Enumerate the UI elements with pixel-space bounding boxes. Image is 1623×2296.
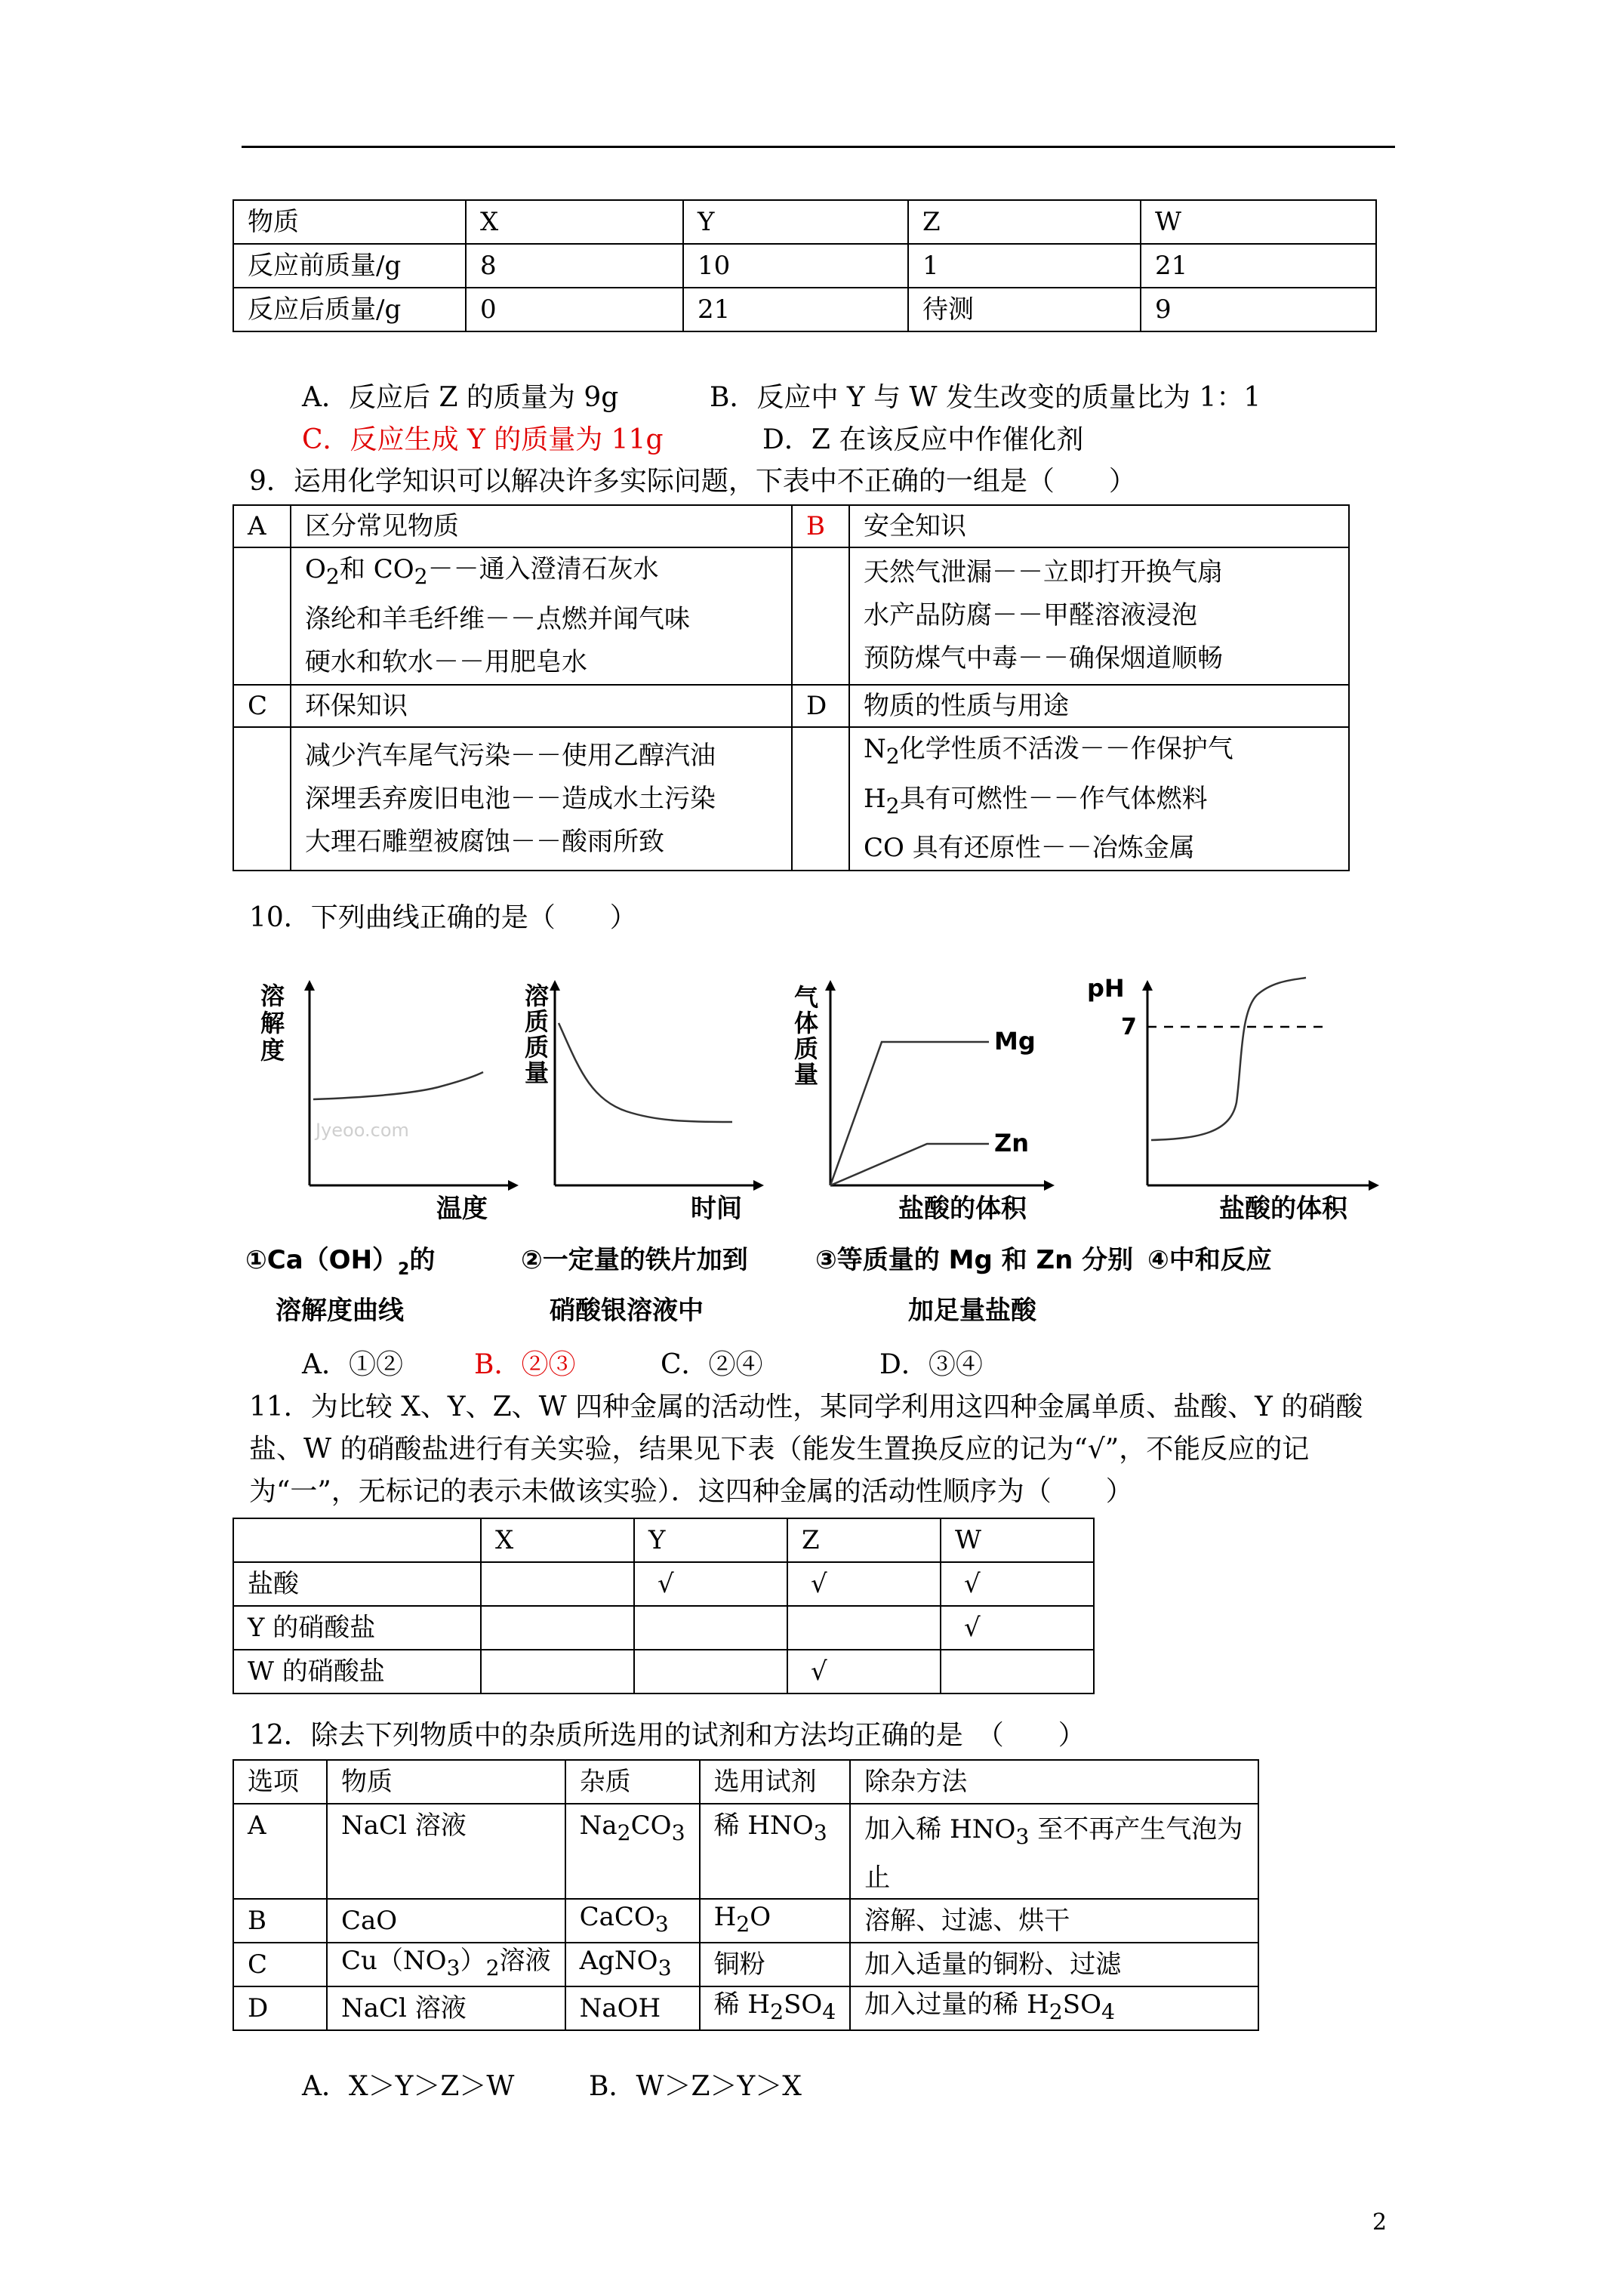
table-row (233, 1804, 1258, 1899)
table-row (233, 1899, 1258, 1943)
table-cell: √ (787, 1650, 941, 1693)
curve (313, 1072, 483, 1099)
text: 水产品防腐－－甲醛溶液浸泡 (864, 600, 1197, 631)
table-row (233, 1518, 1094, 1562)
table-cell (634, 1606, 787, 1650)
table-cell: $Na_2CO_3$ (565, 1804, 700, 1899)
table-cell (481, 1650, 634, 1693)
q11-option-b: B．W＞Z＞Y＞X (589, 2071, 802, 2102)
table-row (233, 1562, 1094, 1606)
table-row (233, 1606, 1094, 1650)
table-cell: 铜粉 (700, 1943, 851, 1986)
table-cell (849, 547, 1349, 685)
y-label-4: 量 (525, 1059, 550, 1087)
table-cell: 反应前质量/g (233, 244, 466, 288)
subscript: 2 (325, 563, 340, 589)
table-row (233, 244, 1376, 288)
table-cell: √ (634, 1562, 787, 1606)
question-10-figure (234, 951, 1381, 1284)
table-cell: NaCl 溶液 (327, 1986, 565, 2030)
table-cell: 9 (1141, 288, 1376, 331)
q10-option-d: D．③④ (879, 1349, 983, 1380)
table-cell: D (792, 685, 849, 727)
question-11-stem-3: 为“一”，无标记的表示未做该实验）．这四种金属的活动性顺序为（ ） (249, 1476, 1133, 1507)
curve (1151, 978, 1306, 1140)
table-cell: W (1141, 200, 1376, 244)
table-cell: 加入适量的铜粉、过滤 (850, 1943, 1258, 1986)
table-cell (233, 727, 291, 871)
text: 具有可燃性－－作气体燃料 (899, 783, 1208, 814)
text: 预防煤气中毒－－确保烟道顺畅 (864, 643, 1223, 674)
table-cell: √ (787, 1562, 941, 1606)
table-cell: √ (941, 1562, 1094, 1606)
table-cell: 物质 (233, 200, 466, 244)
table-cell: 选项 (233, 1760, 327, 1804)
table-cell (481, 1562, 634, 1606)
y-label-2: 体 (794, 1009, 819, 1037)
table-cell: A (233, 505, 291, 547)
y-label-1: 溶 (260, 982, 285, 1010)
watermark: Jyeoo.com (316, 1120, 409, 1141)
table-cell: W 的硝酸盐 (233, 1650, 481, 1693)
table-cell: 安全知识 (849, 505, 1349, 547)
text: －－通入澄清石灰水 (427, 554, 659, 584)
question-11-table (233, 1518, 1095, 1694)
table-cell: AgNO$_3$ (565, 1943, 700, 1986)
table-row (233, 505, 1349, 547)
y-label-2: 质 (525, 1007, 550, 1036)
caption-c4-line-1: ④中和反应 (1147, 1245, 1272, 1275)
table-row (233, 200, 1376, 244)
question-12-table (233, 1759, 1259, 2031)
table-cell: Y (683, 200, 908, 244)
table-cell: W (941, 1518, 1094, 1562)
mass-table (233, 199, 1377, 332)
question-10-stem: 10．下列曲线正确的是（ ） (249, 902, 637, 933)
y-label-1: 气 (794, 983, 819, 1012)
caption-c2-line-2: 硝酸银溶液中 (550, 1296, 704, 1326)
subscript: 2 (414, 563, 428, 589)
chart-solubility (245, 982, 513, 1279)
page-number: 2 (1372, 2209, 1387, 2236)
table-row (233, 685, 1349, 727)
subscript: 2 (885, 793, 900, 818)
table-cell (849, 727, 1349, 871)
y-label-3: 度 (260, 1036, 285, 1065)
text: O (305, 554, 326, 584)
table-cell (792, 547, 849, 685)
table-cell (291, 727, 792, 871)
chart-solute-mass (525, 982, 759, 1224)
table-cell: √ (941, 1606, 1094, 1650)
y-label-2: 解 (260, 1009, 285, 1037)
table-cell: 区分常见物质 (291, 505, 792, 547)
y-label-3: 质 (525, 1033, 550, 1062)
table-cell: 反应后质量/g (233, 288, 466, 331)
table-cell: Y (634, 1518, 787, 1562)
table-cell: 加入过量的稀 $H_2SO_4$ (850, 1986, 1258, 2030)
table-cell (233, 547, 291, 685)
option-c: C．反应生成 Y 的质量为 11g (302, 424, 664, 455)
table-cell: 加入稀 $HNO_3$ 至不再产生气泡为 止 (850, 1804, 1258, 1899)
table-cell: 选用试剂 (700, 1760, 851, 1804)
question-11-stem-1: 11．为比较 X、Y、Z、W 四种金属的活动性，某同学利用这四种金属单质、盐酸、Y 的硝酸 (249, 1391, 1363, 1422)
question-9-table (233, 504, 1350, 871)
caption-line-1: $①Ca(OH)_2$的 (245, 1245, 436, 1279)
option-d: D．Z 在该反应中作催化剂 (762, 424, 1084, 455)
header-rule (242, 146, 1395, 148)
caption-c3-line-2: 加足量盐酸 (908, 1296, 1036, 1326)
table-cell: C (233, 1943, 327, 1986)
table-cell: 1 (908, 244, 1141, 288)
table-cell (291, 547, 792, 685)
table-cell (941, 1650, 1094, 1693)
chart-ph (1087, 974, 1374, 1224)
table-cell: CaO (327, 1899, 565, 1943)
table-row (233, 1943, 1258, 1986)
question-12-stem: 12．除去下列物质中的杂质所选用的试剂和方法均正确的是 （ ） (249, 1720, 1086, 1751)
table-row (233, 547, 1349, 685)
table-cell (233, 1518, 481, 1562)
y-label-4: 量 (794, 1060, 819, 1089)
table-cell: NaCl 溶液 (327, 1804, 565, 1899)
q10-option-c: C．②④ (661, 1349, 763, 1380)
series-zn-label: Zn (994, 1129, 1029, 1157)
table-cell: $Cu(NO_3)_2$溶液 (327, 1943, 565, 1986)
table-cell: 环保知识 (291, 685, 792, 727)
table-cell: 盐酸 (233, 1562, 481, 1606)
table-row (233, 1986, 1258, 2030)
table-cell: 待测 (908, 288, 1141, 331)
table-cell: Z (787, 1518, 941, 1562)
table-cell: A (233, 1804, 327, 1899)
table-cell: 溶解、过滤、烘干 (850, 1899, 1258, 1943)
table-cell: NaOH (565, 1986, 700, 2030)
table-cell: B (792, 505, 849, 547)
table-cell: 8 (466, 244, 683, 288)
text: 深埋丢弃废旧电池－－造成水土污染 (305, 783, 716, 814)
table-row (233, 288, 1376, 331)
text: 涤纶和羊毛纤维－－点燃并闻气味 (305, 603, 690, 634)
table-cell: 稀 $HNO_3$ (700, 1804, 851, 1899)
table-cell: 21 (683, 288, 908, 331)
text: 化学性质不活泼－－作保护气 (899, 733, 1233, 764)
table-cell (634, 1650, 787, 1693)
text: 天然气泄漏－－立即打开换气扇 (864, 557, 1223, 588)
table-cell: 21 (1141, 244, 1376, 288)
y-label-1: 溶 (525, 982, 550, 1010)
tick-label-7: 7 (1121, 1014, 1137, 1040)
table-cell: 10 (683, 244, 908, 288)
table-row (233, 727, 1349, 871)
x-label: 时间 (691, 1194, 742, 1224)
curve (559, 1023, 732, 1122)
table-cell: 杂质 (565, 1760, 700, 1804)
y-label-3: 质 (794, 1034, 819, 1063)
series-mg-line (830, 1042, 989, 1185)
table-cell: 除杂方法 (850, 1760, 1258, 1804)
table-cell: 稀 $H_2SO_4$ (700, 1986, 851, 2030)
text: CO 具有还原性－－冶炼金属 (864, 833, 1195, 864)
table-cell: B (233, 1899, 327, 1943)
x-label: 温度 (436, 1194, 488, 1224)
table-cell (481, 1606, 634, 1650)
subscript: 2 (885, 743, 900, 769)
table-cell: X (481, 1518, 634, 1562)
option-b: B．反应中 Y 与 W 发生改变的质量比为 1：1 (710, 382, 1261, 413)
table-cell: CaCO$_3$ (565, 1899, 700, 1943)
x-label: 盐酸的体积 (1219, 1194, 1347, 1224)
text: H (864, 783, 886, 814)
text: 大理石雕塑被腐蚀－－酸雨所致 (305, 826, 664, 857)
caption-c3-line-1: ③等质量的 Mg 和 Zn 分别 (815, 1245, 1134, 1275)
q11-option-a: A．X＞Y＞Z＞W (302, 2071, 515, 2102)
text: 硬水和软水－－用肥皂水 (305, 646, 587, 677)
text: N (864, 733, 886, 764)
table-cell: 物质的性质与用途 (849, 685, 1349, 727)
text: 减少汽车尾气污染－－使用乙醇汽油 (305, 740, 716, 771)
table-cell: C (233, 685, 291, 727)
caption-c2-line-1: ②一定量的铁片加到 (521, 1245, 748, 1275)
y-label: pH (1087, 974, 1125, 1003)
series-mg-label: Mg (994, 1027, 1036, 1056)
caption-c1-line-2: 溶解度曲线 (276, 1296, 404, 1326)
table-row (233, 1650, 1094, 1693)
series-zn-line (830, 1144, 989, 1185)
text: 和 CO (339, 554, 414, 584)
table-cell: $H_2O$ (700, 1899, 851, 1943)
x-label: 盐酸的体积 (898, 1194, 1027, 1224)
table-cell (787, 1606, 941, 1650)
table-cell: 0 (466, 288, 683, 331)
table-cell: Y 的硝酸盐 (233, 1606, 481, 1650)
chart-gas-mass (794, 983, 1049, 1224)
question-9-stem: 9．运用化学知识可以解决许多实际问题，下表中不正确的一组是（ ） (249, 466, 1136, 497)
question-11-stem-2: 盐、W 的硝酸盐进行有关实验，结果见下表（能发生置换反应的记为“√”，不能反应的记 (249, 1434, 1310, 1465)
table-cell: 物质 (327, 1760, 565, 1804)
table-row (233, 1760, 1258, 1804)
q10-option-b: B．②③ (474, 1349, 576, 1380)
table-cell: Z (908, 200, 1141, 244)
q10-option-a: A．①② (302, 1349, 403, 1380)
option-a: A．反应后 Z 的质量为 9g (302, 382, 619, 413)
table-cell: X (466, 200, 683, 244)
table-cell: D (233, 1986, 327, 2030)
table-cell (792, 727, 849, 871)
